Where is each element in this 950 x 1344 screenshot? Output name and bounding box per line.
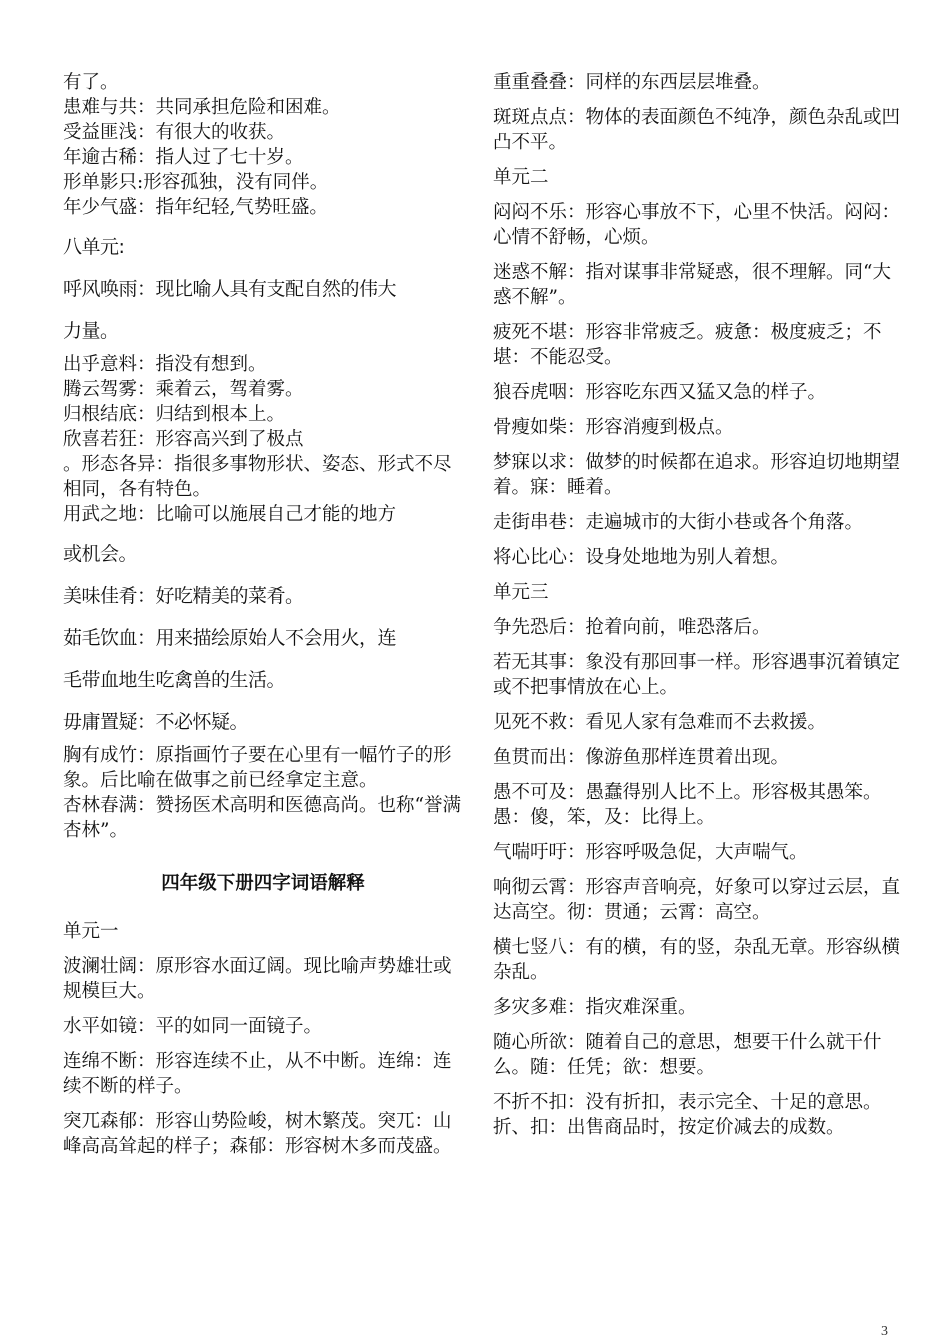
entry: 骨瘦如柴：形容消瘦到极点。: [493, 417, 734, 438]
page-number: 3: [881, 1324, 888, 1339]
wuyong-entry: 毋庸置疑：不必怀疑。: [63, 711, 249, 733]
entry-line: 有了。: [63, 72, 119, 93]
unit1-title: 单元一: [63, 921, 119, 942]
xiongyou-block: 胸有成竹：原指画竹子要在心里有一幅竹子的形象。后比喻在做事之前已经拿定主意。 杏林春满：赞扬医术高明和医德高尚。也称“誉满杏林”。: [63, 745, 461, 841]
unit8-title: 八单元:: [63, 236, 125, 258]
right-column: [493, 70, 908, 1140]
entry: 走街串巷：走遍城市的大街小巷或各个角落。: [493, 512, 864, 533]
entry: 多灾多难：指灾难深重。: [493, 997, 697, 1018]
entry: 响彻云霄：形容声音响亮，好象可以穿过云层，直达高空。彻：贯通；云霄：高空。: [493, 877, 901, 923]
huojihui-line: 或机会。: [63, 543, 138, 565]
unit1-entry: 连绵不断：形容连续不止，从不中断。连绵：连续不断的样子。: [63, 1051, 452, 1097]
entry: 狼吞虎咽：形容吃东西又猛又急的样子。: [493, 382, 827, 403]
entry: 迷惑不解：指对谋事非常疑惑，很不理解。同“大惑不解”。: [493, 262, 891, 308]
entry: 不折不扣：没有折扣，表示完全、十足的意思。折、扣：出售商品时，按定价减去的成数。: [493, 1092, 882, 1138]
left-column: [63, 70, 463, 1159]
entry-line: 受益匪浅：有很大的收获。: [63, 122, 286, 143]
unit3-title: 单元三: [493, 582, 549, 603]
hufeng-line1: 呼风唤雨：现比喻人具有支配自然的伟大: [63, 278, 397, 300]
unit1-entry: 突兀森郁：形容山势险峻，树木繁茂。突兀：山峰高高耸起的样子；森郁：形容树木多而茂盛。: [63, 1111, 452, 1157]
left-mid-block: 出乎意料：指没有想到。 腾云驾雾：乘着云，驾着雾。 归根结底：归结到根本上。 欣喜若狂：形容高兴到了极点 。形态各异：指很多事物形状、姿态、形式不尽相同，各有特色。 用武之地：比喻可以施展自己才能的地方: [63, 354, 452, 525]
rumao-line1: 茹毛饮血：用来描绘原始人不会用火，连: [63, 627, 397, 649]
entry-line: 患难与共：共同承担危险和困难。: [63, 97, 341, 118]
entry: 疲死不堪：形容非常疲乏。疲惫：极度疲乏；不堪：不能忍受。: [493, 322, 882, 368]
rumao-line2: 毛带血地生吃禽兽的生活。: [63, 669, 286, 691]
meiwei-entry: 美味佳肴：好吃精美的菜肴。: [63, 585, 304, 607]
entry: 见死不救：看见人家有急难而不去救援。: [493, 712, 827, 733]
unit1-entry: 波澜壮阔：原形容水面辽阔。现比喻声势雄壮或规模巨大。: [63, 956, 452, 1002]
entry-line: 年少气盛：指年纪轻,气势旺盛。: [63, 197, 328, 218]
left-top-lines: [63, 70, 463, 220]
entry: 斑斑点点：物体的表面颜色不纯净，颜色杂乱或凹凸不平。: [493, 107, 901, 153]
entry: 横七竖八：有的横，有的竖，杂乱无章。形容纵横杂乱。: [493, 937, 901, 983]
entry: 将心比心：设身处地地为别人着想。: [493, 547, 790, 568]
unit1-entry: 水平如镜：平的如同一面镜子。: [63, 1016, 323, 1037]
entry-line: 形单影只:形容孤独，没有同伴。: [63, 172, 329, 193]
entry: 随心所欲：随着自己的意思，想要干什么就干什么。随：任凭；欲：想要。: [493, 1032, 882, 1078]
entry: 梦寐以求：做梦的时候都在追求。形容迫切地期望着。寐：睡着。: [493, 452, 901, 498]
unit2-title: 单元二: [493, 167, 549, 188]
entry: 鱼贯而出：像游鱼那样连贯着出现。: [493, 747, 790, 768]
entry-line: 年逾古稀：指人过了七十岁。: [63, 147, 304, 168]
section-heading: 四年级下册四字词语解释: [161, 873, 365, 894]
entry: 重重叠叠：同样的东西层层堆叠。: [493, 72, 771, 93]
entry: 若无其事：象没有那回事一样。形容遇事沉着镇定或不把事情放在心上。: [493, 652, 901, 698]
entry: 争先恐后：抢着向前，唯恐落后。: [493, 617, 771, 638]
hufeng-line2: 力量。: [63, 320, 119, 342]
entry: 闷闷不乐：形容心事放不下，心里不快活。闷闷：心情不舒畅，心烦。: [493, 202, 901, 248]
entry: 气喘吁吁：形容呼吸急促，大声喘气。: [493, 842, 808, 863]
entry: 愚不可及：愚蠢得别人比不上。形容极其愚笨。愚：傻，笨，及：比得上。: [493, 782, 882, 828]
